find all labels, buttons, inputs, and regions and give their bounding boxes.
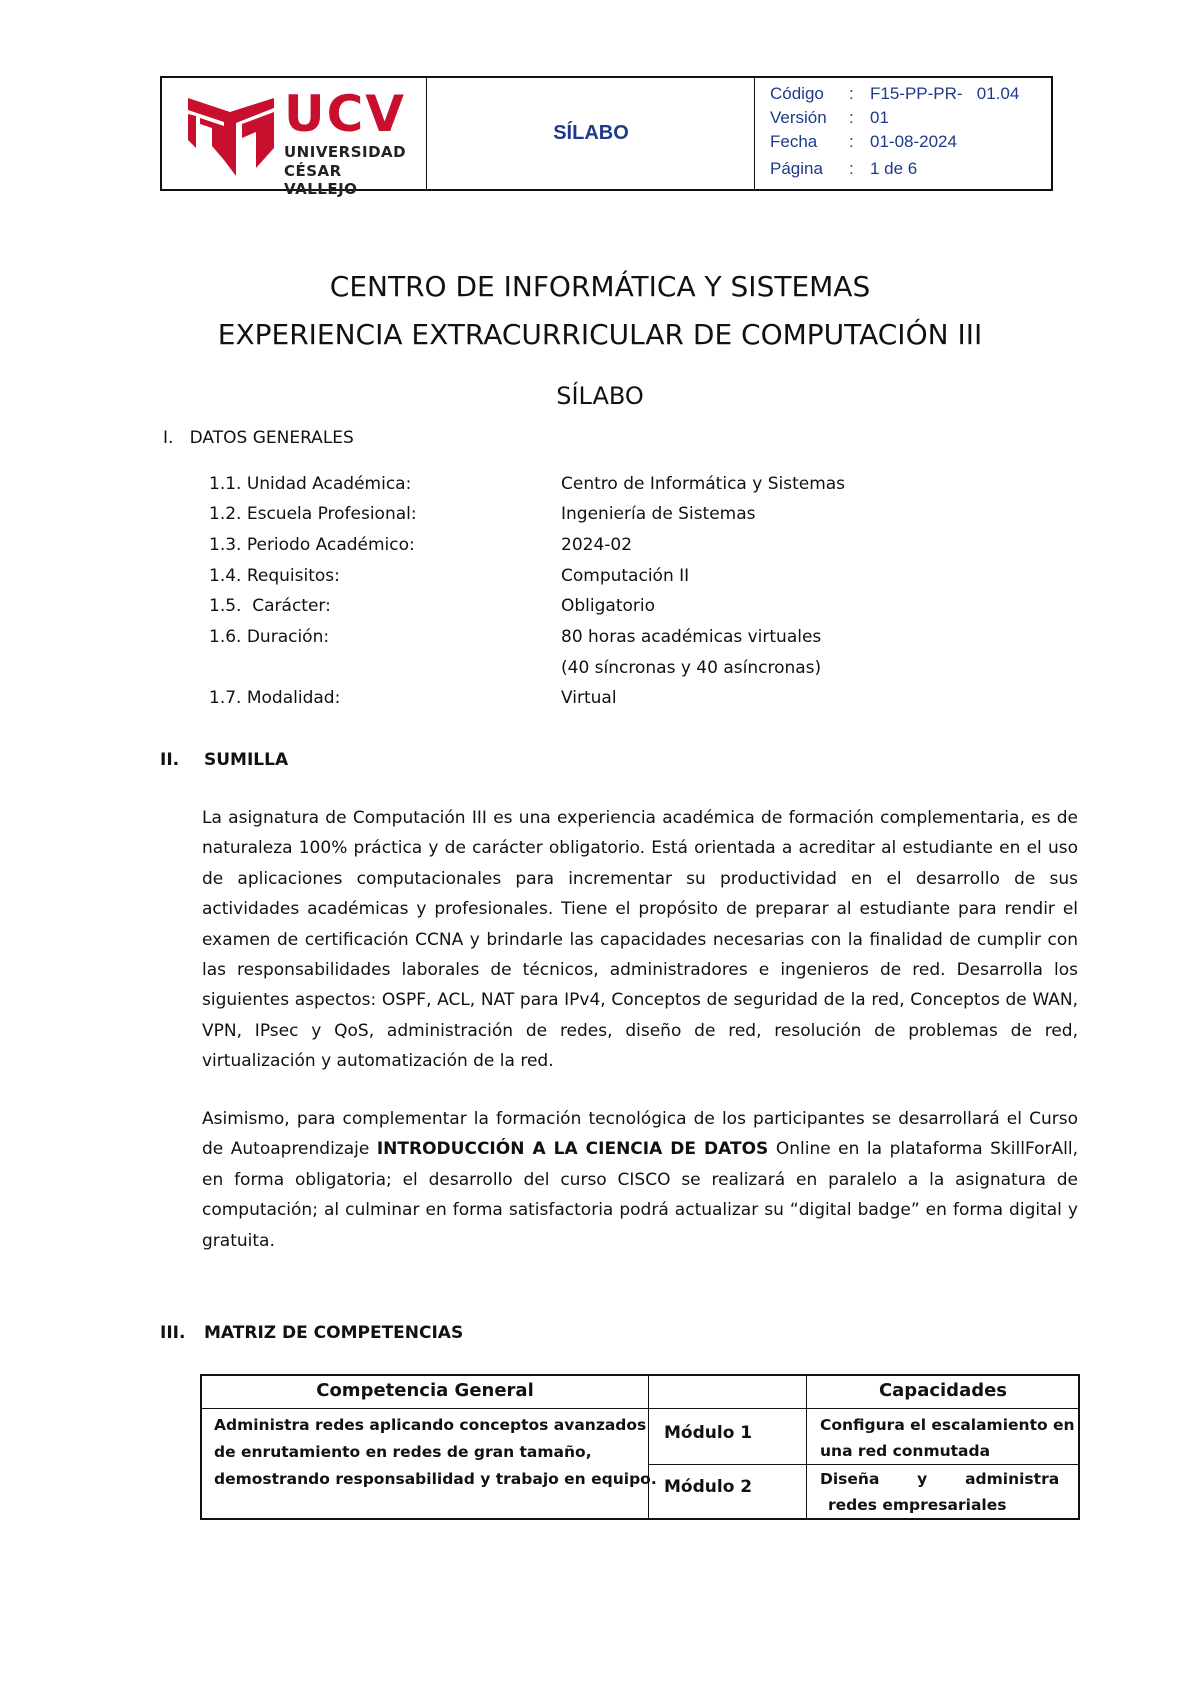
meta-key: Código: [770, 84, 824, 103]
table-divider: [202, 1408, 1078, 1409]
field-value: Virtual: [561, 688, 617, 708]
module-2-label: Módulo 2: [664, 1477, 753, 1497]
text-line: Diseña y administra: [820, 1470, 1060, 1488]
meta-key: Página: [770, 159, 823, 178]
meta-value: 1 de 6: [870, 159, 918, 178]
competencias-table: [200, 1374, 1080, 1520]
module-1-label: Módulo 1: [664, 1423, 753, 1443]
field-value: (40 síncronas y 40 asíncronas): [561, 658, 822, 678]
header-divider: [754, 78, 755, 189]
text-line: redes empresariales: [828, 1496, 1007, 1514]
meta-value: F15-PP-PR- 01.04: [870, 84, 1020, 103]
meta-value: 01-08-2024: [870, 132, 957, 151]
title-silabo: SÍLABO: [556, 382, 644, 410]
field-label: 1.6. Duración:: [209, 627, 330, 647]
field-value: Ingeniería de Sistemas: [561, 504, 756, 524]
text-line: Administra redes aplicando conceptos avanzados: [214, 1416, 647, 1434]
header-divider: [426, 78, 427, 189]
paragraph-text: Online en la plataforma SkillForAll, en forma obligatoria; el desarrollo del curso CISCO se realizará en paralelo a la asignatura de computación; al culminar en forma satisfactoria podrá actualizar su “digital badge” en forma digital y gratuita.: [202, 1139, 1079, 1251]
table-divider: [648, 1464, 1078, 1465]
logo-line1: UNIVERSIDAD: [284, 143, 407, 161]
paragraph-text: Asimismo, para complementar la formación tecnológica de los participantes se desarrollará el Curso de Autoaprendizaje: [202, 1109, 1078, 1160]
section-heading-datos-generales: I. DATOS GENERALES: [163, 428, 354, 448]
meta-separator: :: [849, 84, 854, 103]
document-header: [160, 76, 1053, 198]
section-heading-sumilla: SUMILLA: [204, 750, 289, 770]
field-value: 80 horas académicas virtuales: [561, 627, 822, 647]
field-label: 1.1. Unidad Académica:: [209, 474, 412, 494]
module-1-capacity: [820, 1412, 1075, 1464]
sumilla-paragraph-2: [202, 1104, 1078, 1256]
field-value: Centro de Informática y Sistemas: [561, 474, 846, 494]
title-center: CENTRO DE INFORMÁTICA Y SISTEMAS: [329, 270, 871, 303]
text-line: Configura el escalamiento en: [820, 1416, 1075, 1434]
field-label: 1.3. Periodo Académico:: [209, 535, 415, 555]
ucv-logo: [186, 85, 411, 198]
text-line: demostrando responsabilidad y trabajo en equipo.: [214, 1470, 657, 1488]
header-doc-type: SÍLABO: [553, 122, 629, 144]
field-value: Obligatorio: [561, 596, 656, 616]
section-number: III.: [160, 1323, 186, 1343]
field-label: 1.7. Modalidad:: [209, 688, 341, 708]
field-label: 1.4. Requisitos:: [209, 566, 340, 586]
field-label: 1.5. Carácter:: [209, 596, 331, 616]
title-course: EXPERIENCIA EXTRACURRICULAR DE COMPUTACIÓN III: [217, 318, 983, 351]
meta-separator: :: [849, 159, 854, 178]
field-value: 2024-02: [561, 535, 633, 555]
table-header-capacidades: Capacidades: [878, 1380, 1008, 1401]
meta-separator: :: [849, 132, 854, 151]
table-header-competencia: Competencia General: [316, 1380, 534, 1401]
competencia-general-text: [214, 1412, 657, 1493]
text-line: una red conmutada: [820, 1442, 991, 1460]
module-2-capacity: [820, 1466, 1059, 1518]
logo-wordmark: UCV: [284, 85, 406, 143]
section-number: II.: [160, 750, 180, 770]
text-line: de enrutamiento en redes de gran tamaño,: [214, 1443, 592, 1461]
course-name: INTRODUCCIÓN A LA CIENCIA DE DATOS: [376, 1139, 769, 1160]
meta-key: Versión: [770, 108, 827, 127]
meta-key: Fecha: [770, 132, 818, 151]
table-divider: [806, 1376, 807, 1518]
sumilla-paragraph: La asignatura de Computación III es una experiencia académica de formación complementaria, es de naturaleza 100% práctica y de carácter obligatorio. Está orientada a acreditar al estudiante en el uso de aplicaciones computacionales para incrementar su productividad en el desarrollo de sus actividades académicas y profesionales. Tiene el propósito de preparar al estudiante para rendir el examen de certificación CCNA y brindarle las capacidades necesarias con la finalidad de cumplir con las responsabilidades laborales de técnicos, administradores e ingenieros de red. Desarrolla los siguientes aspectos: OSPF, ACL, NAT para IPv4, Conceptos de seguridad de la red, Conceptos de WAN, VPN, IPsec y QoS, administración de redes, diseño de red, resolución de problemas de red, virtualización y automatización de la red.: [202, 808, 1078, 1072]
meta-value: 01: [870, 108, 889, 127]
section-heading-matriz: MATRIZ DE COMPETENCIAS: [204, 1323, 464, 1343]
field-value: Computación II: [561, 566, 690, 586]
logo-line2: CÉSAR VALLEJO: [284, 162, 358, 198]
field-label: 1.2. Escuela Profesional:: [209, 504, 417, 524]
meta-separator: :: [849, 108, 854, 127]
